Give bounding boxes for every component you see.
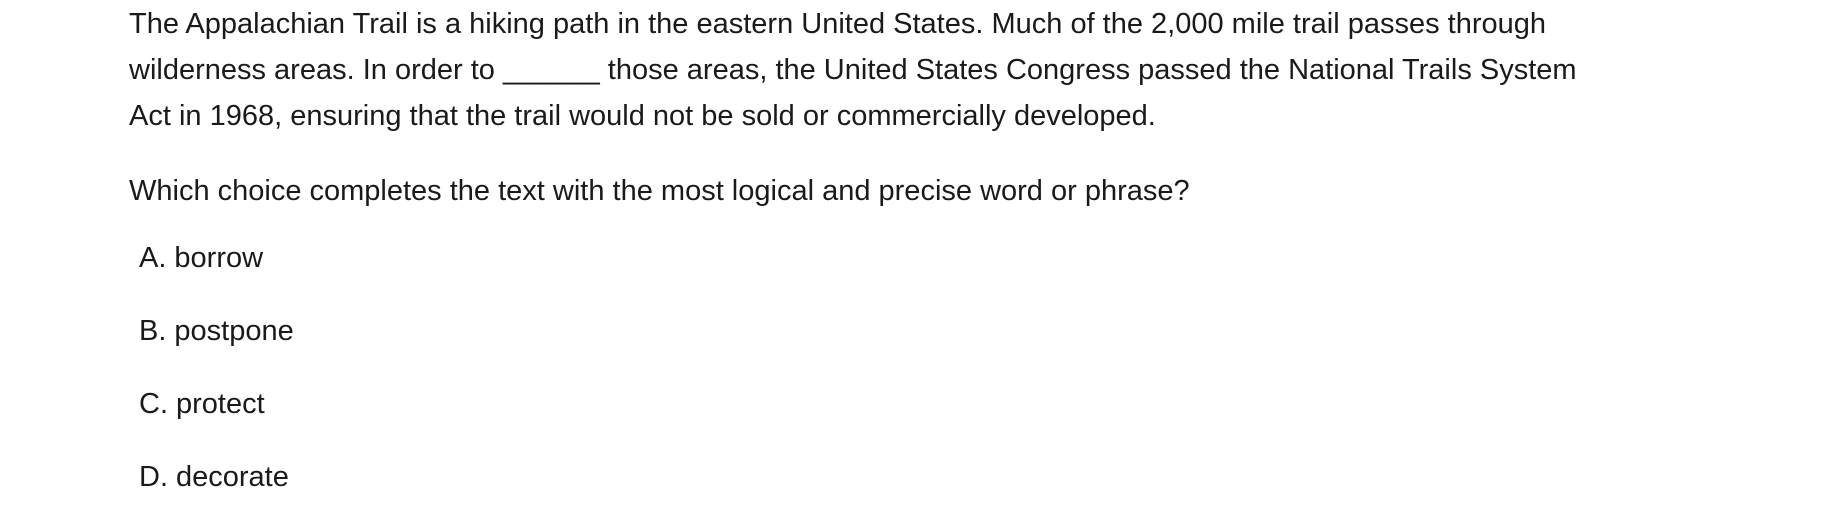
- choice-letter: D.: [139, 461, 168, 493]
- passage-line: The Appalachian Trail is a hiking path in the eastern United States. Much of the 2,000 mile trail passes through: [129, 8, 1546, 40]
- choice-text: borrow: [174, 242, 264, 274]
- passage-text: [129, 1, 1689, 139]
- choice-b[interactable]: [139, 308, 294, 354]
- passage-line: Act in 1968, ensuring that the trail would not be sold or commercially developed.: [129, 100, 1156, 132]
- answer-choices: [139, 235, 294, 527]
- question-prompt: Which choice completes the text with the most logical and precise word or phrase?: [129, 175, 1190, 207]
- choice-text: decorate: [176, 461, 289, 493]
- choice-text: postpone: [174, 315, 294, 347]
- question-content: [129, 0, 1689, 493]
- passage-line: wilderness areas. In order to ______ those areas, the United States Congress passed the National Trails System: [129, 54, 1577, 86]
- choice-text: protect: [176, 388, 265, 420]
- choice-d[interactable]: [139, 454, 294, 500]
- choice-letter: C.: [139, 388, 168, 420]
- choice-letter: B.: [139, 315, 167, 347]
- choice-a[interactable]: [139, 235, 294, 281]
- choice-letter: A.: [139, 242, 167, 274]
- choice-c[interactable]: [139, 381, 294, 427]
